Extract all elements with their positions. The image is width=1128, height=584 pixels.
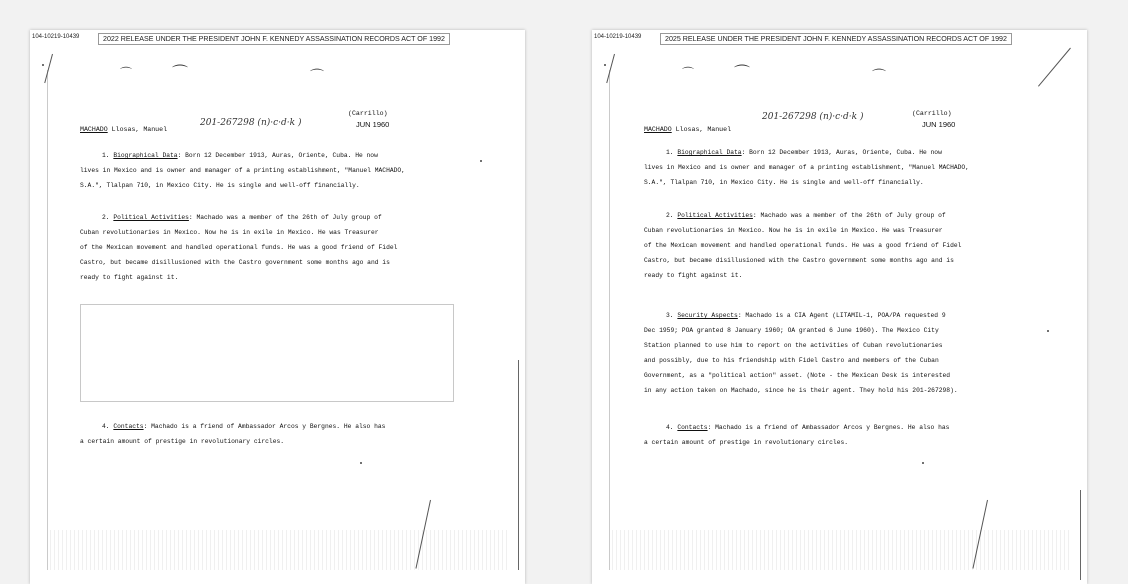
- date-stamp: JUN 1960: [922, 120, 956, 129]
- subject-given-names: Llosas, Manuel: [671, 126, 732, 133]
- paragraph-line: Dec 1959; POA granted 8 January 1960; OA granted 6 June 1960). The Mexico City: [644, 327, 939, 334]
- handwritten-file-number: 201-267298 (n)·c·d·k ): [200, 118, 302, 128]
- paragraph-number: 2.: [666, 212, 674, 219]
- carrillo-label: (Carrillo): [348, 110, 388, 117]
- scan-noise: [50, 530, 510, 570]
- paragraph-contacts: [644, 420, 1004, 450]
- scan-mark: ⌒: [172, 63, 189, 82]
- scan-edge-line: [609, 70, 610, 570]
- paragraph-line: Cuban revolutionaries in Mexico. Now he is in exile in Mexico. He was Treasurer: [644, 227, 943, 234]
- paragraph-number: 2.: [102, 214, 110, 221]
- paragraph-line: in any action taken on Machado, since he is their agent. They hold his 201-267298).: [644, 387, 958, 394]
- redaction-box: [80, 304, 454, 402]
- paragraph-line: 1. Biographical Data: Born 12 December 1913, Auras, Oriente, Cuba. He now: [102, 152, 378, 159]
- paragraph-line: ready to fight against it.: [80, 274, 179, 281]
- subject-surname: MACHADO: [644, 126, 672, 133]
- paragraph-line: Government, as a "political action" asset. (Note - the Mexican Desk is interested: [644, 372, 951, 379]
- paragraph-line: 2. Political Activities: Machado was a member of the 26th of July group of: [666, 212, 946, 219]
- paragraph-line: lives in Mexico and is owner and manager of a printing establishment, "Manuel MACHADO,: [644, 164, 969, 171]
- paragraph-line: and possibly, due to his friendship with Fidel Castro and members of the Cuban: [644, 357, 939, 364]
- scan-mark: [44, 54, 53, 83]
- paragraph-heading: Contacts: [113, 423, 144, 430]
- document-page-2022: [30, 30, 525, 584]
- paragraph-heading: Biographical Data: [113, 152, 178, 159]
- paragraph-line: a certain amount of prestige in revolutionary circles.: [644, 439, 849, 446]
- paragraph-heading: Political Activities: [113, 214, 189, 221]
- paragraph-security: [644, 308, 1004, 398]
- paragraph-number: 3.: [666, 312, 674, 319]
- scan-dot: [42, 64, 44, 66]
- document-page-2025: [592, 30, 1087, 584]
- scan-mark: ⌒: [682, 66, 695, 80]
- scan-edge-line: [1080, 490, 1081, 580]
- paragraph-line: 4. Contacts: Machado is a friend of Ambassador Arcos y Bergnes. He also has: [666, 424, 950, 431]
- paragraph-biographical: [644, 145, 1004, 190]
- handwritten-file-number: 201-267298 (n)·c·d·k ): [762, 112, 864, 122]
- subject-name: [80, 126, 167, 133]
- record-id: 104-10219-10439: [594, 34, 642, 40]
- paragraph-number: 1.: [666, 149, 674, 156]
- subject-given-names: Llosas, Manuel: [107, 126, 168, 133]
- scan-mark: ⌒: [734, 63, 751, 82]
- scan-noise: [612, 530, 1072, 570]
- paragraph-line: S.A.", Tlalpan 710, in Mexico City. He is single and well-off financially.: [80, 182, 360, 189]
- paragraph-line: S.A.", Tlalpan 710, in Mexico City. He is single and well-off financially.: [644, 179, 924, 186]
- paragraph-line: a certain amount of prestige in revolutionary circles.: [80, 438, 285, 445]
- paragraph-heading: Biographical Data: [677, 149, 742, 156]
- date-stamp: JUN 1960: [356, 120, 390, 129]
- subject-name: [644, 126, 731, 133]
- scan-mark: [606, 54, 615, 83]
- paragraph-line: Station planned to use him to report on the activities of Cuban revolutionaries: [644, 342, 943, 349]
- scan-mark: ⌒: [310, 69, 324, 85]
- release-header: 2022 RELEASE UNDER THE PRESIDENT JOHN F. KENNEDY ASSASSINATION RECORDS ACT OF 1992: [98, 33, 450, 45]
- record-id: 104-10219-10439: [32, 34, 80, 40]
- paragraph-line: of the Mexican movement and handled operational funds. He was a good friend of Fidel: [80, 244, 398, 251]
- scan-dot: [480, 160, 482, 162]
- scan-mark: [1038, 48, 1071, 87]
- carrillo-label: (Carrillo): [912, 110, 952, 117]
- subject-surname: MACHADO: [80, 126, 108, 133]
- paragraph-political: [80, 210, 440, 285]
- scan-edge-line: [47, 70, 48, 570]
- paragraph-line: 2. Political Activities: Machado was a member of the 26th of July group of: [102, 214, 382, 221]
- paragraph-number: 4.: [666, 424, 674, 431]
- paragraph-line: lives in Mexico and is owner and manager of a printing establishment, "Manuel MACHADO,: [80, 167, 405, 174]
- scan-dot: [360, 462, 362, 464]
- paragraph-line: 1. Biographical Data: Born 12 December 1913, Auras, Oriente, Cuba. He now: [666, 149, 942, 156]
- paragraph-biographical: [80, 148, 440, 193]
- paragraph-heading: Political Activities: [677, 212, 753, 219]
- paragraph-number: 4.: [102, 423, 110, 430]
- scan-mark: ⌒: [872, 69, 886, 85]
- scan-mark: ⌒: [120, 66, 133, 80]
- paragraph-line: ready to fight against it.: [644, 272, 743, 279]
- paragraph-line: 4. Contacts: Machado is a friend of Ambassador Arcos y Bergnes. He also has: [102, 423, 386, 430]
- scan-dot: [604, 64, 606, 66]
- paragraph-contacts: [80, 419, 440, 449]
- scan-dot: [922, 462, 924, 464]
- paragraph-number: 1.: [102, 152, 110, 159]
- scan-dot: [1047, 330, 1049, 332]
- paragraph-line: Cuban revolutionaries in Mexico. Now he is in exile in Mexico. He was Treasurer: [80, 229, 379, 236]
- release-header: 2025 RELEASE UNDER THE PRESIDENT JOHN F. KENNEDY ASSASSINATION RECORDS ACT OF 1992: [660, 33, 1012, 45]
- paragraph-heading: Security Aspects: [677, 312, 738, 319]
- scan-edge-line: [518, 360, 519, 570]
- paragraph-political: [644, 208, 1004, 283]
- paragraph-line: Castro, but became disillusioned with the Castro government some months ago and is: [644, 257, 954, 264]
- paragraph-line: Castro, but became disillusioned with the Castro government some months ago and is: [80, 259, 390, 266]
- paragraph-heading: Contacts: [677, 424, 708, 431]
- paragraph-line: 3. Security Aspects: Machado is a CIA Agent (LITAMIL-1, POA/PA requested 9: [666, 312, 946, 319]
- paragraph-line: of the Mexican movement and handled operational funds. He was a good friend of Fidel: [644, 242, 962, 249]
